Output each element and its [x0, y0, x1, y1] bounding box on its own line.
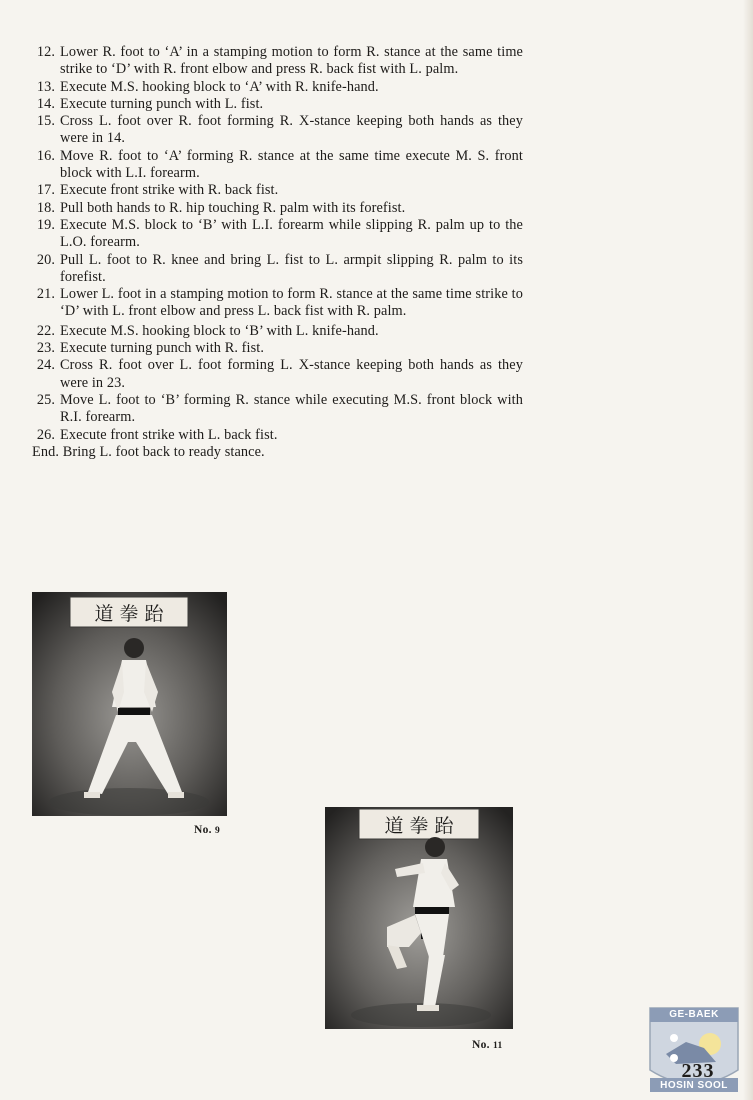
banner-text: 道 拳 跆 [94, 603, 164, 625]
step-item [0, 340, 560, 357]
step-number: 13. [36, 78, 55, 95]
step-item [0, 200, 560, 217]
step-number: 26. [36, 426, 55, 443]
end-text: Bring L. foot back to ready stance. [62, 443, 265, 460]
step-text: Move L. foot to ‘B’ forming R. stance while executing M.S. front block with R.I. forearm. [60, 391, 523, 426]
caption-number: 9 [215, 826, 221, 836]
step-number: 19. [36, 216, 55, 233]
step-text: Lower R. foot to ‘A’ in a stamping motion to form R. stance at the same time strike to ‘D’ with R. front elbow and press R. back fist with L. palm. [60, 44, 523, 78]
caption-no-11 [472, 1039, 503, 1051]
step-text: Execute turning punch with L. fist. [60, 95, 264, 112]
end-label: End. [32, 443, 60, 460]
step-item [0, 427, 560, 444]
step-text: Pull L. foot to R. knee and bring L. fist to L. armpit slipping R. palm to its forefist. [60, 251, 523, 285]
step-number: 15. [36, 113, 55, 130]
step-item [0, 182, 560, 199]
caption-label: No. [194, 824, 212, 836]
step-item [0, 357, 560, 392]
photo-no-9 [32, 592, 227, 816]
step-text: Pull both hands to R. hip touching R. palm with its forefist. [60, 199, 406, 216]
step-text: Cross R. foot over L. foot forming L. X-stance keeping both hands as they were in 23. [60, 357, 523, 391]
caption-label: No. [472, 1039, 490, 1051]
step-number: 18. [36, 199, 55, 216]
step-number: 25. [36, 391, 55, 408]
step-item [0, 148, 560, 183]
step-text: Move R. foot to ‘A’ forming R. stance at the same time execute M. S. front block with L.I. forearm. [60, 147, 523, 182]
step-item [0, 392, 560, 427]
step-item [0, 252, 560, 287]
banner-text: 道 拳 跆 [384, 815, 454, 837]
step-item [0, 323, 560, 340]
step-text: Cross L. foot over R. foot forming R. X-stance keeping both hands as they were in 14. [60, 113, 523, 147]
step-number: 14. [36, 95, 55, 112]
step-item [0, 217, 560, 252]
step-number: 24. [36, 357, 55, 374]
page-number: 233 [681, 1060, 715, 1082]
step-item [0, 113, 560, 148]
step-item [0, 44, 560, 79]
step-number: 23. [36, 340, 55, 357]
watermark-bottom-text: HOSIN SOOL [660, 1080, 728, 1091]
step-text: Execute M.S. hooking block to ‘A’ with R. knife-hand. [60, 78, 379, 95]
page-edge [743, 0, 753, 1100]
step-text: Execute M.S. block to ‘B’ with L.I. forearm while slipping R. palm up to the L.O. forearm. [60, 216, 523, 251]
knee-raise-figure [325, 807, 513, 1029]
step-text: Execute turning punch with R. fist. [60, 340, 265, 357]
step-text: Execute front strike with L. back fist. [60, 426, 278, 443]
step-text: Lower L. foot in a stamping motion to form R. stance at the same time strike to ‘D’ with L. front elbow and press L. back fist with R. palm. [60, 286, 523, 320]
step-number: 21. [36, 286, 55, 303]
caption-no-9 [194, 824, 220, 836]
step-item [0, 79, 560, 96]
step-number: 16. [36, 147, 55, 164]
step-item [0, 96, 560, 113]
step-number: 17. [36, 182, 55, 199]
pattern-steps-list [0, 44, 560, 461]
step-text: Execute front strike with R. back fist. [60, 182, 279, 199]
step-number: 20. [36, 251, 55, 268]
ready-stance-figure [32, 592, 227, 816]
step-end [0, 444, 560, 461]
caption-number: 11 [493, 1041, 503, 1051]
step-number: 22. [36, 322, 55, 339]
step-number: 12. [36, 44, 55, 60]
step-item [0, 286, 560, 321]
step-text: Execute M.S. hooking block to ‘B’ with L. knife-hand. [60, 322, 379, 339]
photo-no-11 [325, 807, 513, 1029]
watermark-top-text: GE-BAEK [669, 1009, 719, 1020]
